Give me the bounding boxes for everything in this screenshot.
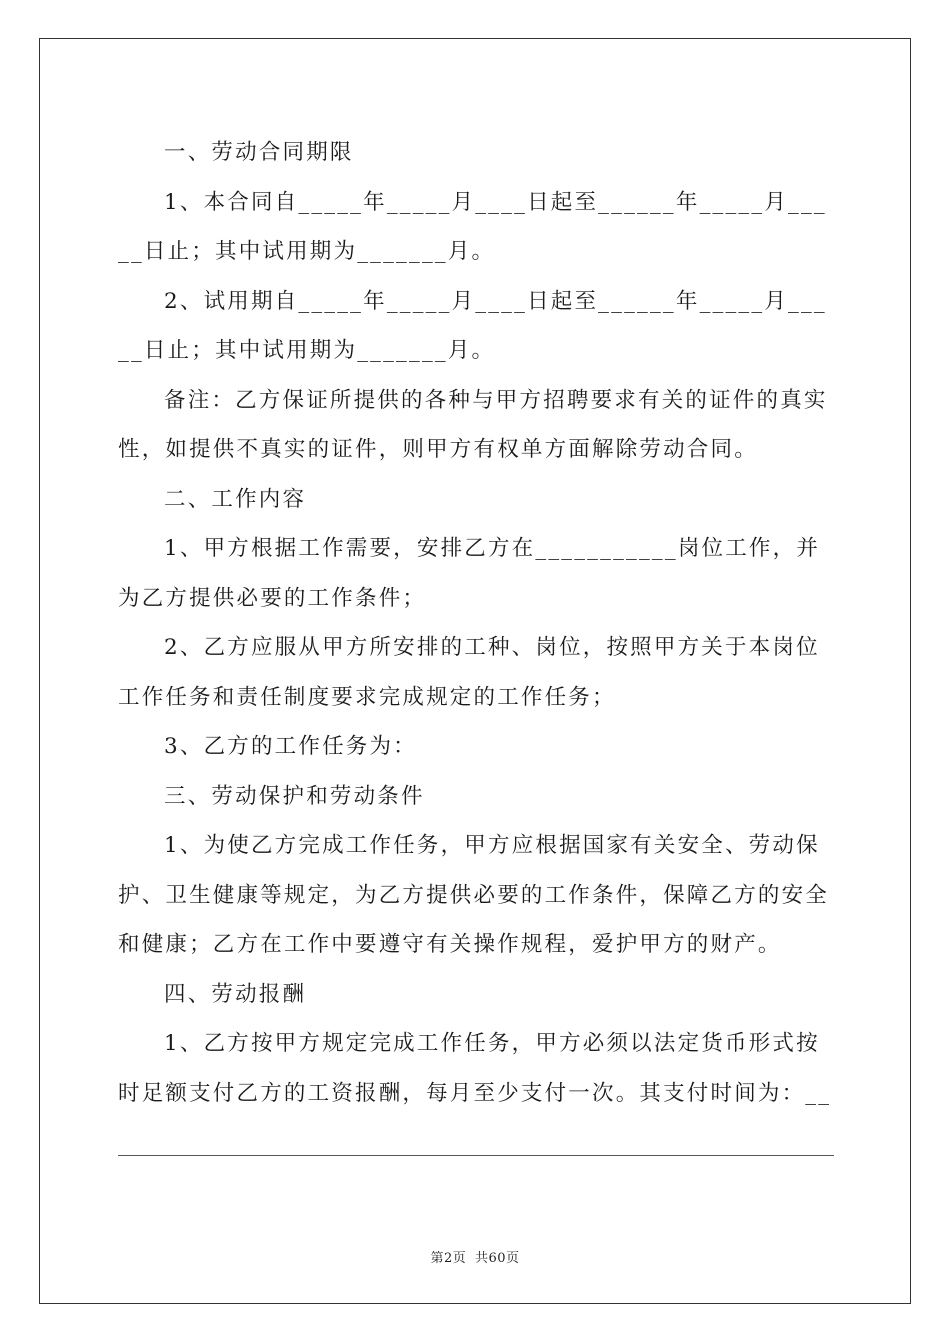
work-tasks-clause: 3、乙方的工作任务为： (164, 734, 417, 759)
continuation-rule (118, 1155, 834, 1156)
document-body (118, 128, 834, 1118)
page-number: 第2页 (430, 1251, 467, 1266)
contract-term-clause: 1、本合同自_____年_____月____日起至______年_____月_____日止；其中试用期为_______月。 (118, 189, 827, 264)
section-heading-labor-protection: 三、劳动保护和劳动条件 (164, 783, 425, 809)
page-footer (0, 1247, 950, 1266)
probation-term-clause: 2、试用期自_____年_____月____日起至______年_____月_____日止；其中试用期为_______月。 (118, 288, 827, 363)
work-assignment-clause: 1、甲方根据工作需要，安排乙方在___________岗位工作，并为乙方提供必要的工作条件； (118, 536, 821, 611)
labor-protection-clause: 1、为使乙方完成工作任务，甲方应根据国家有关安全、劳动保护、卫生健康等规定，为乙方提供必要的工作条件，保障乙方的安全和健康；乙方在工作中要遵守有关操作规程，爱护甲方的财产。 (118, 833, 830, 957)
remark-paragraph: 备注：乙方保证所提供的各种与甲方招聘要求有关的证件的真实性，如提供不真实的证件，则甲方有权单方面解除劳动合同。 (118, 387, 828, 462)
section-heading-remuneration: 四、劳动报酬 (164, 981, 307, 1007)
section-heading-work-content: 二、工作内容 (164, 486, 307, 512)
section-heading-contract-term: 一、劳动合同期限 (164, 140, 354, 165)
work-obedience-clause: 2、乙方应服从甲方所安排的工种、岗位，按照甲方关于本岗位工作任务和责任制度要求完成规定的工作任务； (118, 635, 820, 710)
remuneration-clause: 1、乙方按甲方规定完成工作任务，甲方必须以法定货币形式按时足额支付乙方的工资报酬，每月至少支付一次。其支付时间为：__ (118, 1031, 832, 1106)
page-total: 共60页 (474, 1251, 520, 1266)
